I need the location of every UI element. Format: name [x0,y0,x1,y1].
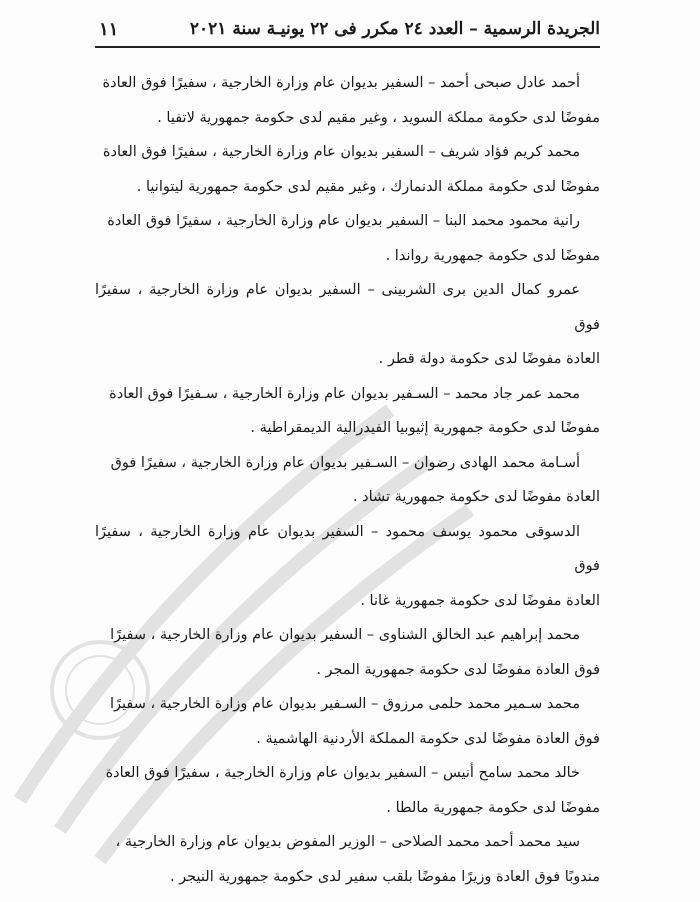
entry-paragraph [95,618,600,687]
entry-line: محمد سـمير محمد حلمى مرزوق – السـفير بديوان عام وزارة الخارجية ، سفيرًا [110,696,580,712]
entry-line: محمد كريم فؤاد شريف – السفير بديوان عام وزارة الخارجية ، سفيرًا فوق العادة [102,144,580,160]
entry-line: مفوضًا لدى حكومة مملكة السويد ، وغير مقيم لدى حكومة جمهورية لاتفيا . [157,109,600,126]
entry-paragraph [95,66,600,135]
entry-paragraph [95,377,600,446]
entry-line: سيد محمد أحمد محمد الصلاحى – الوزير المفوض بديوان عام وزارة الخارجية ، [115,834,580,850]
entry-line: محمد عمر جاد محمد – السـفير بديوان عام وزارة الخارجية ، سـفيرًا فوق العادة [109,385,580,402]
entry-line: العادة مفوضًا لدى حكومة دولة قطر . [378,351,600,367]
entry-paragraph [95,204,600,273]
entry-paragraph [95,687,600,756]
entry-line: أحمد عادل صبحى أحمد – السفير بديوان عام وزارة الخارجية ، سفيرًا فوق العادة [102,75,580,91]
entry-line: رانية محمود محمد البنا – السفير بديوان عام وزارة الخارجية ، سفيرًا فوق العادة [107,213,580,229]
entry-line: أسـامة محمد الهادى رضوان – السـفير بديوان عام وزارة الخارجية ، سفيرًا فوق [110,454,580,471]
entry-line: فوق العادة مفوضًا لدى حكومة جمهورية المجر . [316,661,600,678]
entry-line: الدسوقى محمود يوسف محمود – السفير بديوان عام وزارة الخارجية ، سفيرًا فوق [95,523,600,574]
entry-paragraph [95,446,600,515]
header-title: الجريدة الرسمية – العدد ٢٤ مكرر فى ٢٢ يونيـة سنة ٢٠٢١ [189,19,600,39]
page-number: ١١ [99,18,119,40]
entry-paragraph [95,515,600,619]
entry-line: العادة مفوضًا لدى حكومة جمهورية تشاد . [352,489,600,505]
entry-line: مندوبًا فوق العادة وزيرًا مفوضًا بلقب سفير لدى حكومة جمهورية النيجر . [169,868,600,885]
entry-line: محمد إبراهيم عبد الخالق الشناوى – السفير بديوان عام وزارة الخارجية ، سفيرًا [110,627,580,643]
entry-line: العادة مفوضًا لدى حكومة جمهورية غانا . [360,592,600,609]
entry-paragraph [95,825,600,894]
entry-line: مفوضًا لدى حكومة مملكة الدنمارك ، وغير مقيم لدى حكومة جمهورية ليتوانيا . [136,178,600,195]
entry-paragraph [95,756,600,825]
entry-paragraph [95,273,600,377]
entry-line: مفوضًا لدى حكومة جمهورية رواندا . [385,247,600,264]
entry-line: مفوضًا لدى حكومة جمهورية إثيوبيا الفيدرالية الديمقراطية . [250,420,600,436]
header-divider [95,46,600,48]
document-body [95,66,600,894]
entry-line: خالد محمد سامح أنيس – السفير بديوان عام وزارة الخارجية ، سفيرًا فوق العادة [105,765,580,781]
entry-line: فوق العادة مفوضًا لدى حكومة المملكة الأردنية الهاشمية . [256,730,600,747]
entry-paragraph [95,135,600,204]
entry-line: عمرو كمال الدين برى الشربينى – السفير بديوان عام وزارة الخارجية ، سفيرًا فوق [95,282,600,333]
entry-line: مفوضًا لدى حكومة جمهورية مالطا . [386,799,600,816]
page-header [95,14,600,44]
